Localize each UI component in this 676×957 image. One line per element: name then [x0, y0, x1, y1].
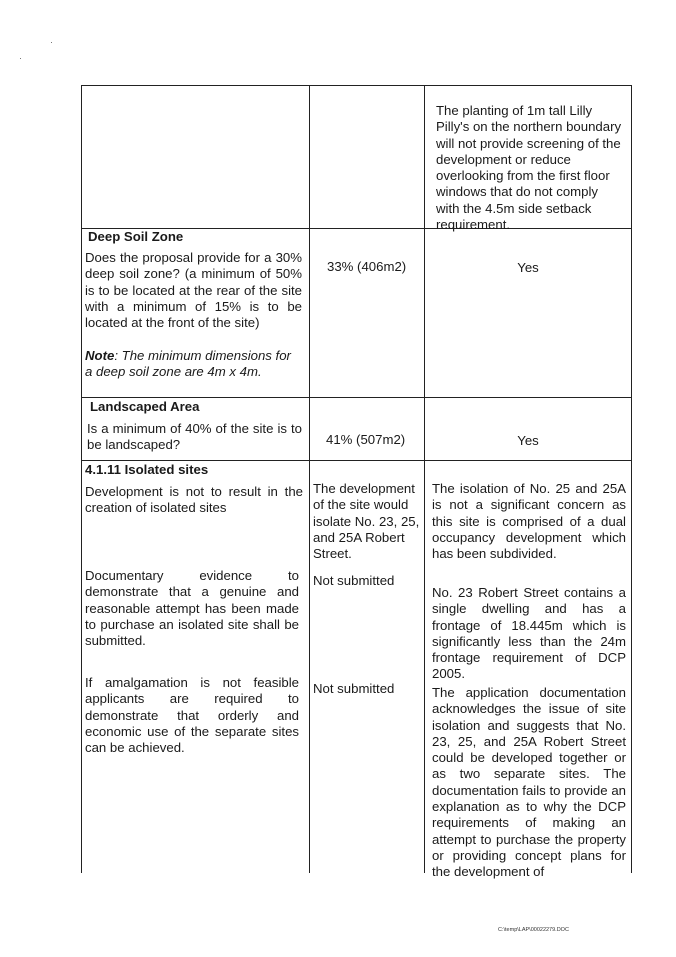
landscaped-provided: 41% (507m2)	[326, 432, 406, 447]
table-column-divider-2	[424, 85, 425, 873]
isolated-r3-control: If amalgamation is not feasible applicants are required to demonstrate that orderly and economic use of the separate sites can be achieved.	[85, 675, 299, 756]
row1-comment: The planting of 1m tall Lilly Pilly's on the northern boundary will not provide screening of the development or reduce overlooking from the first floor windows that do not comply with the 4.5m side setback requirement.	[436, 103, 622, 233]
isolated-r3-comment: The application documentation acknowledges the issue of site isolation and suggests that No. 23, 25, and 25A Robert Street could be developed together or as two separate sites. The documentation fails to provide an explanation as to why the DCP requirements of making an attempt to purchase the property or providing concept plans for the development of	[432, 685, 626, 880]
deep-soil-provided: 33% (406m2)	[327, 259, 407, 274]
landscaped-complies: Yes	[517, 433, 539, 448]
table-right-border	[631, 85, 632, 873]
note-label: Note	[85, 348, 115, 363]
isolated-r1-comment: The isolation of No. 25 and 25A is not a significant concern as this site is comprised of a dual occupancy development which has been subdivided.	[432, 481, 626, 562]
table-top-border	[81, 85, 632, 86]
scan-speck	[51, 42, 52, 43]
landscaped-heading: Landscaped Area	[90, 399, 200, 414]
row-divider	[81, 397, 632, 398]
isolated-r2-comment: No. 23 Robert Street contains a single dwelling and has a frontage of 18.445m which is significantly less than the 24m frontage requirement of DCP 2005.	[432, 585, 626, 682]
document-footer-path: C:\temp\LAP\00022279.DOC	[498, 927, 569, 933]
table-column-divider-1	[309, 85, 310, 873]
isolated-r2-proposal: Not submitted	[313, 573, 395, 588]
isolated-r3-proposal: Not submitted	[313, 681, 395, 696]
deep-soil-question: Does the proposal provide for a 30% deep soil zone? (a minimum of 50% is to be located at the rear of the site with a minimum of 15% is to be located at the front of the site)	[85, 250, 302, 331]
isolated-r1-control: Development is not to result in the creation of isolated sites	[85, 484, 303, 516]
deep-soil-complies: Yes	[517, 260, 539, 275]
isolated-sites-heading: 4.1.11 Isolated sites	[85, 462, 209, 477]
isolated-r1-proposal: The development of the site would isolate No. 23, 25, and 25A Robert Street.	[313, 481, 420, 562]
note-text: : The minimum dimensions for a deep soil zone are 4m x 4m.	[85, 348, 291, 380]
scan-speck	[20, 58, 21, 59]
deep-soil-heading: Deep Soil Zone	[88, 229, 184, 244]
isolated-r2-control: Documentary evidence to demonstrate that a genuine and reasonable attempt has been made to purchase an isolated site shall be submitted.	[85, 568, 299, 649]
landscaped-question: Is a minimum of 40% of the site is to be landscaped?	[87, 421, 302, 453]
table-left-border	[81, 85, 82, 873]
row-divider	[81, 460, 632, 461]
deep-soil-note	[85, 348, 295, 381]
